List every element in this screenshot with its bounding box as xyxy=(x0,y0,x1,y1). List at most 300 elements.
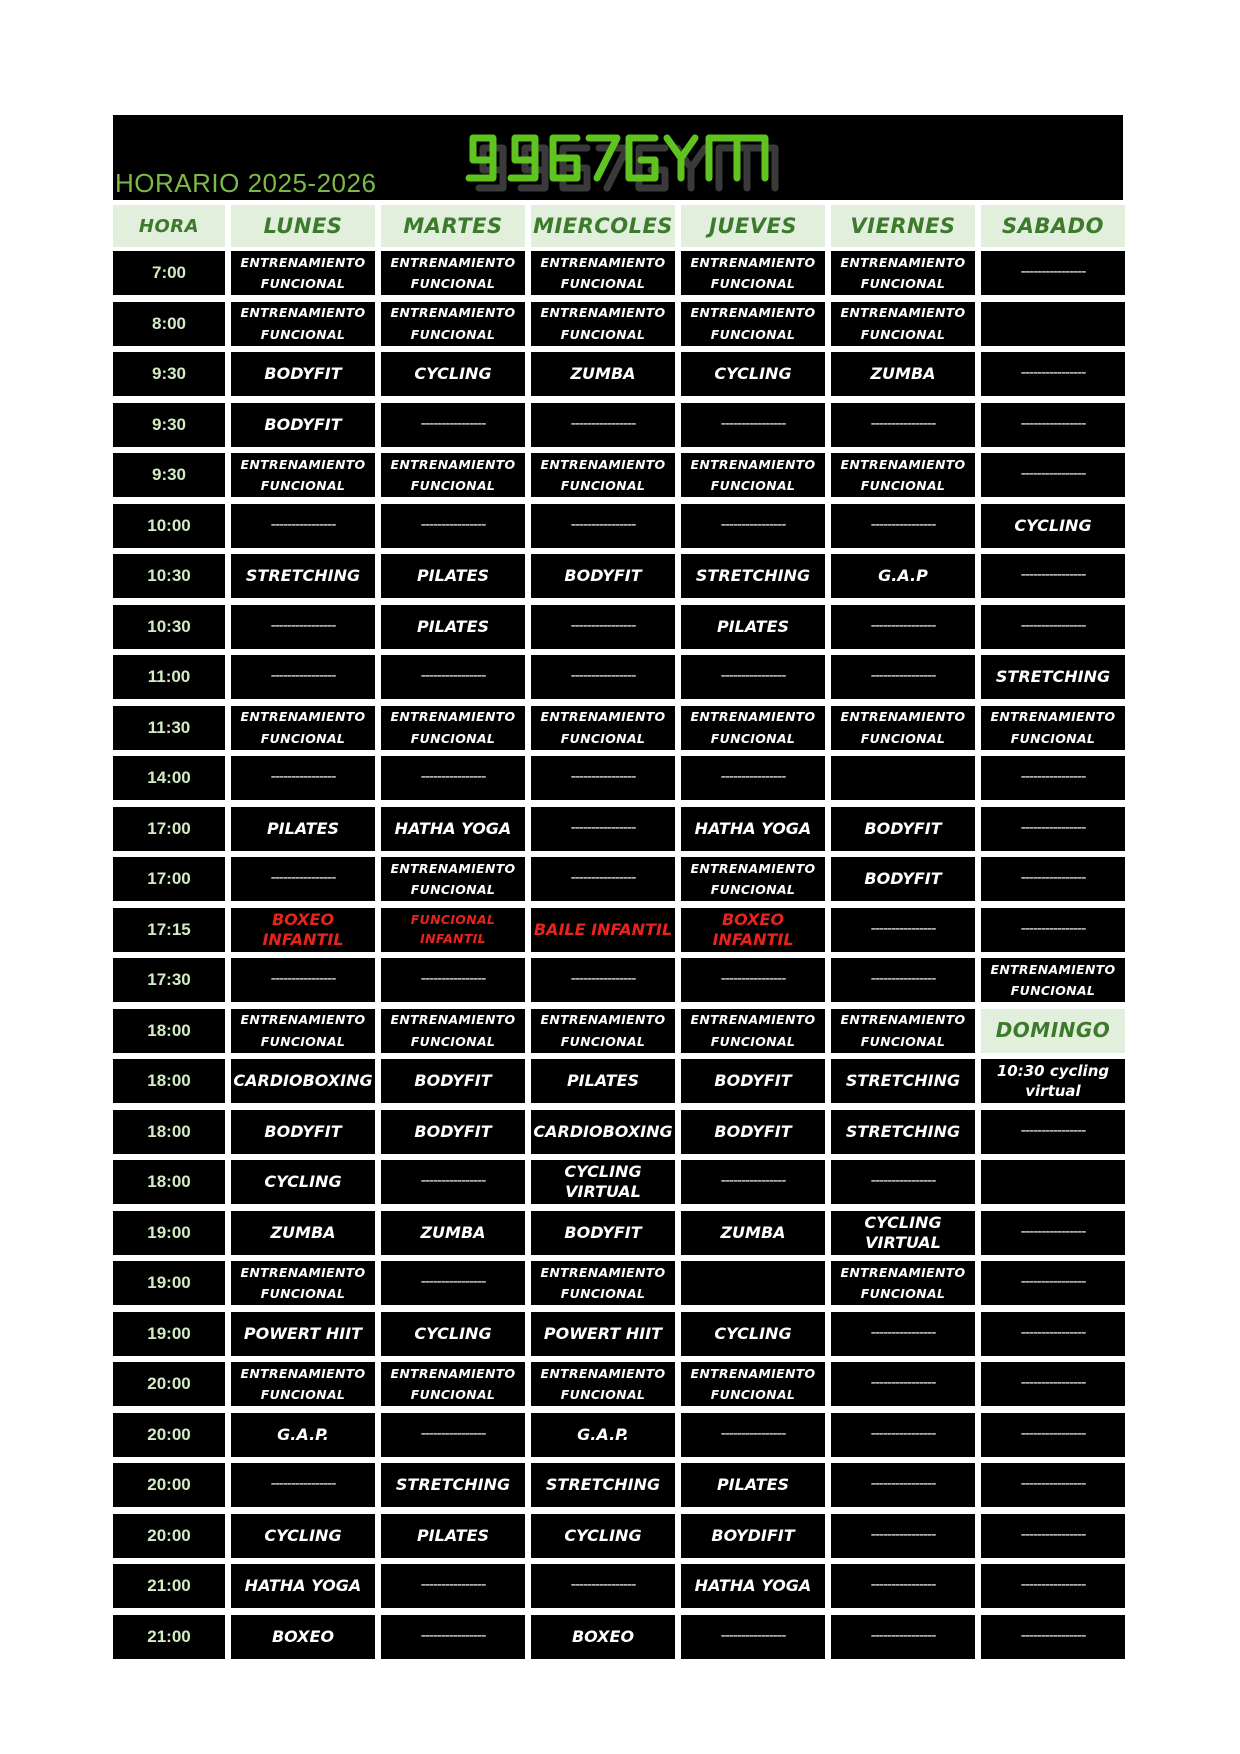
class-cell xyxy=(681,706,825,750)
class-cell xyxy=(831,857,975,901)
class-cell xyxy=(231,1463,375,1507)
class-label: ENTRENAMIENTO FUNCIONAL xyxy=(390,1365,516,1402)
class-label: ---------------- xyxy=(1020,1122,1086,1139)
class-cell xyxy=(981,605,1125,649)
class-cell xyxy=(681,504,825,548)
class-cell xyxy=(981,1564,1125,1608)
schedule-grid xyxy=(113,205,1126,1665)
schedule-row xyxy=(113,706,1126,750)
class-label: ---------------- xyxy=(870,668,936,685)
class-cell xyxy=(831,1615,975,1659)
class-cell xyxy=(681,453,825,497)
class-label: ---------------- xyxy=(1020,365,1086,382)
schedule-row xyxy=(113,1564,1126,1608)
class-label: G.A.P xyxy=(878,566,928,585)
class-label: ---------------- xyxy=(1020,870,1086,887)
class-cell xyxy=(531,1261,675,1305)
class-cell xyxy=(531,1463,675,1507)
class-label: ---------------- xyxy=(420,1627,486,1644)
header-domingo xyxy=(981,1009,1125,1053)
class-cell xyxy=(531,302,675,346)
class-label: CYCLING VIRTUAL xyxy=(864,1212,942,1252)
class-label: ---------------- xyxy=(720,1173,786,1190)
class-label: ENTRENAMIENTO FUNCIONAL xyxy=(540,1264,666,1301)
class-label: BOXEO xyxy=(571,1626,635,1646)
class-label: POWERT HIIT xyxy=(543,1323,663,1343)
class-cell xyxy=(681,756,825,800)
class-cell xyxy=(831,1160,975,1204)
class-cell xyxy=(531,1211,675,1255)
class-label: STRETCHING xyxy=(845,1071,961,1090)
class-label: ---------------- xyxy=(870,971,936,988)
schedule-row xyxy=(113,1312,1126,1356)
class-label: ZUMBA xyxy=(570,364,636,383)
class-cell xyxy=(981,807,1125,851)
class-label: BODYFIT xyxy=(714,1071,792,1090)
time-cell: 19:00 xyxy=(113,1211,225,1255)
class-label: G.A.P. xyxy=(277,1424,329,1444)
class-cell xyxy=(681,1362,825,1406)
time-cell: 21:00 xyxy=(113,1564,225,1608)
class-label: ENTRENAMIENTO FUNCIONAL xyxy=(240,305,366,342)
class-cell xyxy=(681,1009,825,1053)
class-cell xyxy=(381,1312,525,1356)
class-label: ZUMBA xyxy=(420,1222,486,1242)
class-cell xyxy=(681,605,825,649)
schedule-title: HORARIO 2025-2026 xyxy=(115,168,377,198)
class-cell xyxy=(981,1463,1125,1507)
class-cell xyxy=(531,1413,675,1457)
class-cell xyxy=(381,605,525,649)
class-cell xyxy=(231,1261,375,1305)
class-cell xyxy=(981,352,1125,396)
class-cell xyxy=(381,453,525,497)
class-label: ---------------- xyxy=(420,516,486,533)
class-cell xyxy=(531,251,675,295)
class-label: BOXEO INFANTIL xyxy=(262,909,344,949)
schedule-row xyxy=(113,1514,1126,1558)
class-label: ---------------- xyxy=(1020,1375,1086,1392)
class-cell xyxy=(231,352,375,396)
class-cell xyxy=(381,403,525,447)
class-label: ENTRENAMIENTO FUNCIONAL xyxy=(990,709,1116,746)
time-cell: 18:00 xyxy=(113,1160,225,1204)
class-label: ---------------- xyxy=(870,1627,936,1644)
class-cell xyxy=(231,554,375,598)
class-cell xyxy=(681,1463,825,1507)
class-label: ENTRENAMIENTO FUNCIONAL xyxy=(240,1365,366,1402)
class-label: PILATES xyxy=(716,616,790,636)
schedule-row xyxy=(113,807,1126,851)
class-cell xyxy=(831,453,975,497)
class-cell xyxy=(981,706,1125,750)
schedule-row xyxy=(113,958,1126,1002)
schedule-row xyxy=(113,352,1126,396)
class-cell xyxy=(981,1110,1125,1154)
class-label: ENTRENAMIENTO FUNCIONAL xyxy=(690,1365,816,1402)
class-label: ---------------- xyxy=(1020,1627,1086,1644)
class-cell xyxy=(231,1009,375,1053)
class-cell xyxy=(381,1514,525,1558)
time-cell: 18:00 xyxy=(113,1009,225,1053)
class-label: ENTRENAMIENTO FUNCIONAL xyxy=(240,254,366,291)
class-cell xyxy=(231,1413,375,1457)
class-label: ENTRENAMIENTO FUNCIONAL xyxy=(690,860,816,897)
schedule-row xyxy=(113,756,1126,800)
class-cell xyxy=(831,655,975,699)
class-cell xyxy=(381,302,525,346)
class-label: CYCLING VIRTUAL xyxy=(564,1162,642,1201)
schedule-row xyxy=(113,1009,1126,1053)
class-label: ---------------- xyxy=(870,617,936,634)
class-cell xyxy=(531,403,675,447)
class-cell xyxy=(831,554,975,598)
class-label: ---------------- xyxy=(720,668,786,685)
class-label: ---------------- xyxy=(870,1526,936,1543)
class-label: ENTRENAMIENTO FUNCIONAL xyxy=(690,1012,816,1049)
class-cell xyxy=(831,807,975,851)
class-label: HATHA YOGA xyxy=(694,1576,812,1595)
class-cell xyxy=(231,857,375,901)
schedule-row xyxy=(113,1261,1126,1305)
class-label: PILATES xyxy=(716,1475,790,1494)
class-cell xyxy=(231,1514,375,1558)
class-cell xyxy=(981,655,1125,699)
class-cell xyxy=(981,302,1125,346)
class-label: ---------------- xyxy=(1020,1324,1086,1341)
class-label: ---------------- xyxy=(870,1324,936,1341)
time-cell: 17:00 xyxy=(113,807,225,851)
class-cell xyxy=(831,352,975,396)
schedule-row xyxy=(113,403,1126,447)
class-cell xyxy=(831,251,975,295)
class-label: ENTRENAMIENTO FUNCIONAL xyxy=(840,305,966,342)
class-label: ENTRENAMIENTO FUNCIONAL xyxy=(390,1012,516,1049)
class-label: ---------------- xyxy=(420,1577,486,1594)
time-cell: 10:00 xyxy=(113,504,225,548)
class-cell xyxy=(381,1261,525,1305)
class-label: BOXEO xyxy=(271,1626,335,1646)
class-cell xyxy=(231,403,375,447)
class-cell xyxy=(381,1615,525,1659)
class-label: PILATES xyxy=(416,566,490,585)
class-cell xyxy=(531,1059,675,1103)
class-cell xyxy=(381,1009,525,1053)
class-label: ENTRENAMIENTO FUNCIONAL xyxy=(390,456,516,493)
class-label: ---------------- xyxy=(870,920,936,937)
class-cell xyxy=(831,302,975,346)
class-cell xyxy=(681,857,825,901)
class-cell xyxy=(381,1413,525,1457)
schedule-row xyxy=(113,655,1126,699)
class-cell xyxy=(381,251,525,295)
class-label: BODYFIT xyxy=(264,364,342,383)
time-cell: 17:15 xyxy=(113,908,225,952)
class-cell xyxy=(381,1110,525,1154)
class-cell xyxy=(831,1463,975,1507)
class-cell xyxy=(231,1160,375,1204)
class-label: ENTRENAMIENTO FUNCIONAL xyxy=(240,709,366,746)
class-cell xyxy=(531,807,675,851)
class-label: ---------------- xyxy=(420,1173,486,1190)
class-cell xyxy=(231,756,375,800)
class-cell xyxy=(981,908,1125,952)
class-cell xyxy=(231,251,375,295)
class-label: ---------------- xyxy=(420,971,486,988)
class-label: ---------------- xyxy=(270,617,336,634)
class-cell xyxy=(981,857,1125,901)
class-label: ---------------- xyxy=(720,769,786,786)
class-cell xyxy=(681,1312,825,1356)
class-cell xyxy=(531,1564,675,1608)
class-cell xyxy=(531,1615,675,1659)
class-label: ENTRENAMIENTO FUNCIONAL xyxy=(690,305,816,342)
time-cell: 20:00 xyxy=(113,1514,225,1558)
class-cell xyxy=(681,1059,825,1103)
class-label: ENTRENAMIENTO FUNCIONAL xyxy=(390,860,516,897)
time-cell: 8:00 xyxy=(113,302,225,346)
class-cell xyxy=(681,1615,825,1659)
class-label: BAILE INFANTIL xyxy=(533,919,673,939)
class-label: STRETCHING xyxy=(695,566,811,585)
class-label: STRETCHING xyxy=(545,1475,661,1494)
class-label: STRETCHING xyxy=(995,667,1111,686)
class-label: ---------------- xyxy=(1020,1223,1086,1240)
class-cell xyxy=(981,1059,1125,1103)
class-cell xyxy=(231,655,375,699)
class-cell xyxy=(831,756,975,800)
class-cell xyxy=(381,1564,525,1608)
class-cell xyxy=(681,1413,825,1457)
class-label: ---------------- xyxy=(870,1476,936,1493)
class-label: HATHA YOGA xyxy=(694,818,812,838)
class-label: CARDIOBOXING xyxy=(233,1071,373,1090)
time-cell: 9:30 xyxy=(113,453,225,497)
class-label: ---------------- xyxy=(720,415,786,432)
time-cell: 10:30 xyxy=(113,605,225,649)
schedule-row xyxy=(113,857,1126,901)
class-cell xyxy=(231,302,375,346)
class-label: ENTRENAMIENTO FUNCIONAL xyxy=(840,456,966,493)
schedule-row xyxy=(113,1362,1126,1406)
class-label: CYCLING xyxy=(264,1525,342,1545)
time-cell: 20:00 xyxy=(113,1413,225,1457)
class-cell xyxy=(681,403,825,447)
class-label: ZUMBA xyxy=(870,364,936,383)
class-label: PILATES xyxy=(416,616,490,636)
class-label: ---------------- xyxy=(1020,1274,1086,1291)
class-label: ---------------- xyxy=(420,415,486,432)
class-cell xyxy=(831,1110,975,1154)
class-label: BODYFIT xyxy=(864,869,942,888)
class-label: PILATES xyxy=(416,1525,490,1545)
class-cell xyxy=(381,807,525,851)
class-cell xyxy=(981,1514,1125,1558)
schedule-row xyxy=(113,1160,1126,1204)
class-cell xyxy=(981,403,1125,447)
class-label: ---------------- xyxy=(1020,1577,1086,1594)
time-cell: 19:00 xyxy=(113,1312,225,1356)
class-cell xyxy=(531,453,675,497)
class-cell xyxy=(681,655,825,699)
class-cell xyxy=(981,1413,1125,1457)
class-label: BODYFIT xyxy=(414,1121,492,1141)
class-cell xyxy=(681,1110,825,1154)
class-cell xyxy=(231,1564,375,1608)
class-cell xyxy=(681,1261,825,1305)
class-label: BOXEO INFANTIL xyxy=(712,909,794,949)
class-cell xyxy=(981,504,1125,548)
class-label: ENTRENAMIENTO FUNCIONAL xyxy=(540,1365,666,1402)
class-label: ---------------- xyxy=(270,668,336,685)
class-label: ---------------- xyxy=(1020,617,1086,634)
class-label: ---------------- xyxy=(570,617,636,634)
header-hora: HORA xyxy=(113,205,225,247)
class-cell xyxy=(831,1362,975,1406)
header-jueves: JUEVES xyxy=(681,205,825,247)
class-cell xyxy=(531,655,675,699)
class-label: STRETCHING xyxy=(395,1475,511,1494)
time-cell: 14:00 xyxy=(113,756,225,800)
gym-logo xyxy=(465,128,835,198)
class-label: ---------------- xyxy=(1020,920,1086,937)
schedule-row xyxy=(113,251,1126,295)
class-label: ---------------- xyxy=(270,1476,336,1493)
class-cell xyxy=(381,1059,525,1103)
class-label: ---------------- xyxy=(270,516,336,533)
class-cell xyxy=(531,554,675,598)
schedule-row xyxy=(113,453,1126,497)
class-cell xyxy=(831,504,975,548)
class-cell xyxy=(531,958,675,1002)
class-label: ---------------- xyxy=(870,1173,936,1190)
time-cell: 17:00 xyxy=(113,857,225,901)
header-sabado: SABADO xyxy=(981,205,1125,247)
class-cell xyxy=(231,908,375,952)
class-cell xyxy=(381,756,525,800)
class-label: ---------------- xyxy=(570,769,636,786)
class-cell xyxy=(381,352,525,396)
class-label: ---------------- xyxy=(720,516,786,533)
class-cell xyxy=(981,1615,1125,1659)
schedule-row xyxy=(113,908,1126,952)
class-cell xyxy=(381,706,525,750)
class-cell xyxy=(981,756,1125,800)
class-cell xyxy=(681,251,825,295)
class-cell xyxy=(231,605,375,649)
class-cell xyxy=(531,756,675,800)
time-cell: 18:00 xyxy=(113,1059,225,1103)
class-cell xyxy=(981,1261,1125,1305)
class-cell xyxy=(381,908,525,952)
class-cell xyxy=(381,958,525,1002)
header-miercoles: MIERCOLES xyxy=(531,205,675,247)
class-cell xyxy=(231,1110,375,1154)
time-cell: 9:30 xyxy=(113,352,225,396)
class-label: BODYFIT xyxy=(264,1121,342,1141)
class-label: ---------------- xyxy=(870,1425,936,1442)
class-label: ---------------- xyxy=(570,971,636,988)
class-label: ---------------- xyxy=(420,769,486,786)
header-martes: MARTES xyxy=(381,205,525,247)
header-viernes: VIERNES xyxy=(831,205,975,247)
class-cell xyxy=(981,958,1125,1002)
class-label: ---------------- xyxy=(720,1627,786,1644)
class-cell xyxy=(231,1362,375,1406)
class-cell xyxy=(681,1160,825,1204)
class-label: ENTRENAMIENTO FUNCIONAL xyxy=(840,1012,966,1049)
class-cell xyxy=(231,807,375,851)
schedule-row xyxy=(113,1110,1126,1154)
class-label: ENTRENAMIENTO FUNCIONAL xyxy=(540,456,666,493)
class-label: ENTRENAMIENTO FUNCIONAL xyxy=(540,1012,666,1049)
class-cell xyxy=(981,1312,1125,1356)
class-label: ---------------- xyxy=(870,415,936,432)
schedule-row xyxy=(113,302,1126,346)
class-cell xyxy=(831,403,975,447)
class-label: ENTRENAMIENTO FUNCIONAL xyxy=(840,709,966,746)
class-cell xyxy=(981,453,1125,497)
class-label: DOMINGO xyxy=(995,1018,1111,1042)
class-label: FUNCIONAL INFANTIL xyxy=(410,911,496,946)
class-label: ---------------- xyxy=(570,668,636,685)
class-label: BODYFIT xyxy=(564,566,642,585)
class-label: ENTRENAMIENTO FUNCIONAL xyxy=(540,709,666,746)
class-label: ---------------- xyxy=(1020,415,1086,432)
class-label: STRETCHING xyxy=(845,1121,961,1141)
class-cell xyxy=(531,352,675,396)
schedule-row xyxy=(113,504,1126,548)
class-cell xyxy=(981,1160,1125,1204)
class-cell xyxy=(531,504,675,548)
class-label: ---------------- xyxy=(570,1577,636,1594)
class-label: CYCLING xyxy=(1014,515,1092,535)
class-cell xyxy=(381,655,525,699)
class-cell xyxy=(531,1110,675,1154)
class-label: ENTRENAMIENTO FUNCIONAL xyxy=(690,456,816,493)
class-cell xyxy=(831,1413,975,1457)
class-label: ---------------- xyxy=(570,516,636,533)
class-cell xyxy=(231,1211,375,1255)
class-label: ENTRENAMIENTO FUNCIONAL xyxy=(840,254,966,291)
class-cell xyxy=(831,1059,975,1103)
class-label: ---------------- xyxy=(420,1425,486,1442)
class-label: ENTRENAMIENTO FUNCIONAL xyxy=(690,709,816,746)
class-label: CYCLING xyxy=(414,1323,492,1343)
class-cell xyxy=(831,908,975,952)
class-label: ZUMBA xyxy=(270,1222,336,1242)
class-label: ---------------- xyxy=(870,1375,936,1392)
class-cell xyxy=(831,605,975,649)
class-label: ENTRENAMIENTO FUNCIONAL xyxy=(540,305,666,342)
class-label: ---------------- xyxy=(270,971,336,988)
class-label: G.A.P. xyxy=(577,1424,629,1444)
header-lunes: LUNES xyxy=(231,205,375,247)
class-cell xyxy=(531,857,675,901)
class-label: HATHA YOGA xyxy=(244,1576,362,1595)
class-cell xyxy=(381,1211,525,1255)
class-cell xyxy=(231,1059,375,1103)
class-label: CYCLING xyxy=(564,1525,642,1545)
class-cell xyxy=(681,1211,825,1255)
class-cell xyxy=(681,554,825,598)
schedule-row xyxy=(113,1413,1126,1457)
class-cell xyxy=(531,1009,675,1053)
class-cell xyxy=(831,1312,975,1356)
class-cell xyxy=(531,1160,675,1204)
class-label: BODYFIT xyxy=(864,818,942,838)
class-cell xyxy=(681,1564,825,1608)
